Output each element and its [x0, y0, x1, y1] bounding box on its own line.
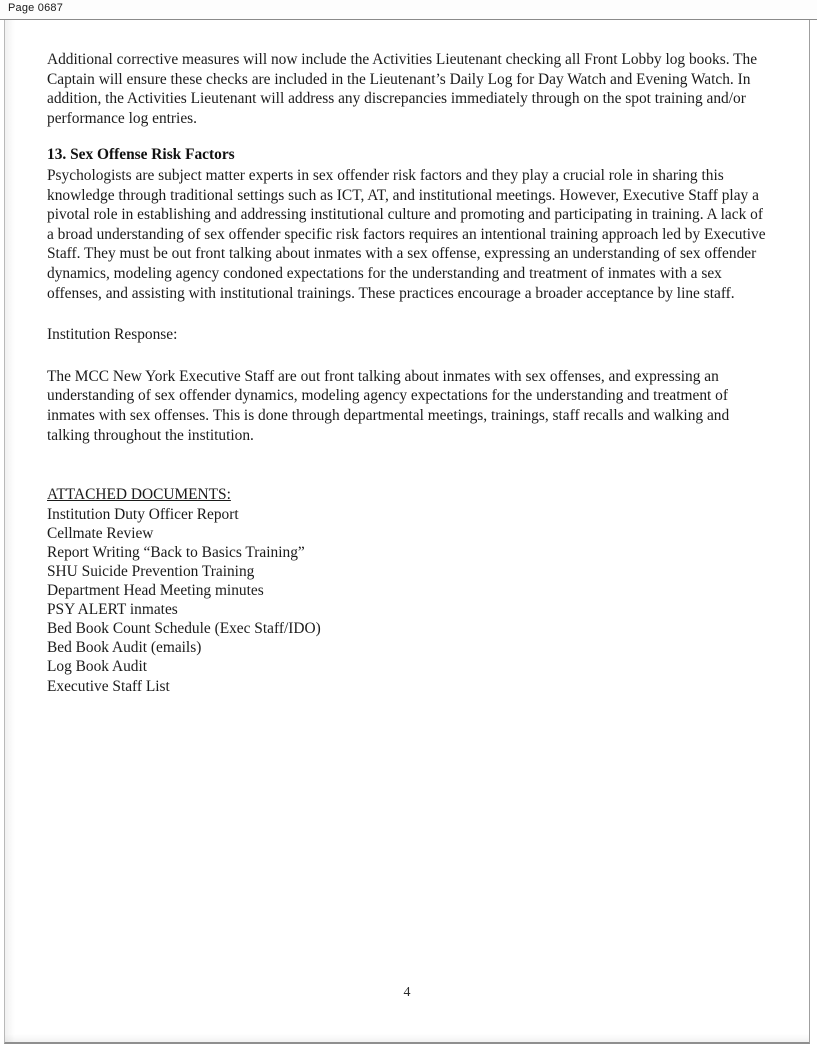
- list-item: Cellmate Review: [47, 524, 154, 542]
- section-heading-sex-offense-risk-factors: 13. Sex Offense Risk Factors: [47, 146, 235, 164]
- list-item: Executive Staff List: [47, 677, 170, 695]
- list-item: Institution Duty Officer Report: [47, 505, 239, 523]
- page-number: 4: [403, 985, 411, 1000]
- page-stamp-bar: [0, 0, 817, 20]
- spacer: [47, 303, 769, 325]
- document-body: [47, 50, 769, 696]
- list-item: Bed Book Audit (emails): [47, 639, 202, 657]
- paragraph-corrective-measures: Additional corrective measures will now include the Activities Lieutenant checking all Front Lobby log books. The Captain will ensure these checks are included in the Lieutenant’s Daily Log for Day Watch and Evening Watch. In addition, the Activities Lieutenant will address any discrepancies immediately through on the spot training and/or performance log entries.: [47, 51, 758, 127]
- list-item: Bed Book Count Schedule (Exec Staff/IDO): [47, 620, 321, 638]
- list-item: PSY ALERT inmates: [47, 601, 178, 619]
- page-stamp: Page 0687: [8, 2, 64, 14]
- list-item: Report Writing “Back to Basics Training”: [47, 543, 305, 561]
- paragraph-institution-response: The MCC New York Executive Staff are out front talking about inmates with sex offenses, and expressing an understanding of sex offender dynamics, modeling agency expectations for the understanding and treatment of inmates with sex offenses. This is done through departmental meetings, trainings, staff recalls and walking and talking throughout the institution.: [47, 367, 730, 444]
- scanned-sheet: [4, 20, 810, 1044]
- list-item: Log Book Audit: [47, 658, 148, 676]
- list-item: Department Head Meeting minutes: [47, 582, 264, 600]
- paragraph-psychologists: Psychologists are subject matter experts in sex offender risk factors and they play a crucial role in sharing this knowledge through traditional settings such as ICT, AT, and institutional meetings. However, Executive Staff play a pivotal role in establishing and addressing institutional culture and promoting and participating in training. A lack of a broad understanding of sex offender specific risk factors requires an intentional training approach led by Executive Staff. They must be out front talking about inmates with a sex offense, expressing an understanding of sex offender dynamics, modeling agency condoned expectations for the understanding and treatment of inmates with a sex offenses, and assisting with institutional trainings. These practices encourage a broader acceptance by line staff.: [47, 166, 766, 302]
- attachments-title: ATTACHED DOCUMENTS:: [47, 486, 231, 504]
- spacer: [47, 445, 769, 485]
- attachments-title-wrap: [47, 485, 769, 505]
- attachments-list: [47, 505, 769, 696]
- spacer: [47, 128, 769, 145]
- spacer: [47, 345, 769, 367]
- institution-response-label: Institution Response:: [47, 326, 178, 344]
- list-item: SHU Suicide Prevention Training: [47, 562, 255, 580]
